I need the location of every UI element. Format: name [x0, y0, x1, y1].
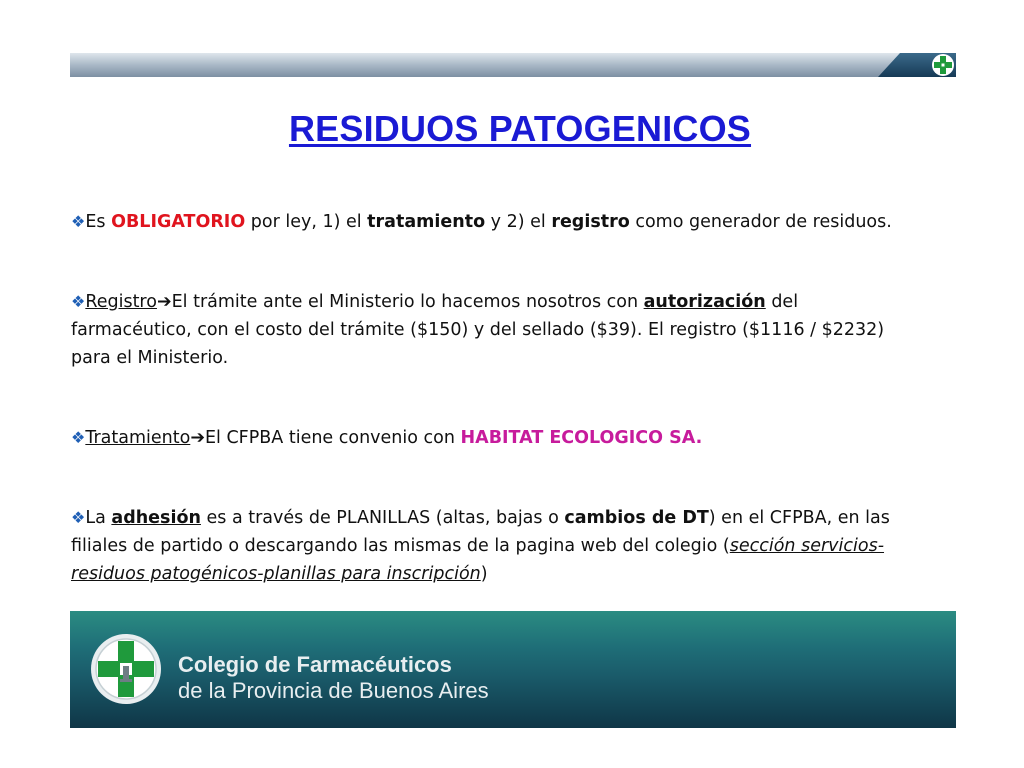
diamond-bullet-icon: ❖ — [71, 428, 86, 447]
paragraph-tratamiento — [71, 424, 921, 452]
seccion-italic: sección servicios-residuos patogénicos-planillas para inscripción — [71, 536, 885, 584]
text: y 2) el — [485, 212, 552, 232]
habitat-highlight: HABITAT ECOLOGICO SA. — [460, 428, 703, 448]
diamond-bullet-icon: ❖ — [71, 292, 86, 311]
arrow-right-icon: ➔ — [190, 428, 205, 448]
obligatorio-highlight: OBLIGATORIO — [111, 212, 246, 232]
diamond-bullet-icon: ❖ — [71, 212, 86, 231]
footer-banner — [70, 611, 956, 728]
arrow-right-icon: ➔ — [156, 292, 172, 312]
pharmacy-cross-logo-icon — [90, 633, 162, 705]
text: por ley, 1) el — [245, 212, 368, 232]
tratamiento-label: Tratamiento — [85, 428, 191, 448]
diamond-bullet-icon: ❖ — [71, 508, 86, 527]
cross-logo-icon — [930, 52, 956, 78]
text: del farmacéutico, con el costo del trámite ($150) y del sellado ($39). El registro ($1116 / $2232) para el Ministerio. — [71, 292, 885, 368]
cambios-bold: cambios de DT — [564, 508, 709, 528]
tratamiento-bold: tratamiento — [367, 212, 486, 232]
footer-org-subtitle: de la Provincia de Buenos Aires — [178, 678, 489, 703]
autorizacion-bold: autorización — [643, 292, 766, 312]
adhesion-bold: adhesión — [111, 508, 201, 528]
text: es a través de PLANILLAS (altas, bajas o — [200, 508, 565, 528]
footer-org-name: Colegio de Farmacéuticos — [178, 652, 452, 677]
text: El trámite ante el Ministerio lo hacemos nosotros con — [171, 292, 644, 312]
paragraph-registro — [71, 288, 921, 372]
paragraph-obligatorio — [71, 208, 921, 236]
text: La — [85, 508, 112, 528]
registro-label: Registro — [85, 292, 157, 312]
text: El CFPBA tiene convenio con — [204, 428, 461, 448]
page-title: RESIDUOS PATOGENICOS — [288, 108, 752, 149]
text: Es — [85, 212, 112, 232]
text: ) — [480, 564, 488, 584]
text: ) en el CFPBA, en las filiales de partido o descargando las mismas de la pagina web del colegio ( — [71, 508, 890, 556]
main-content — [71, 208, 921, 611]
paragraph-adhesion — [71, 504, 921, 588]
registro-bold: registro — [551, 212, 630, 232]
header-bar — [70, 53, 956, 77]
text: como generador de residuos. — [629, 212, 892, 232]
